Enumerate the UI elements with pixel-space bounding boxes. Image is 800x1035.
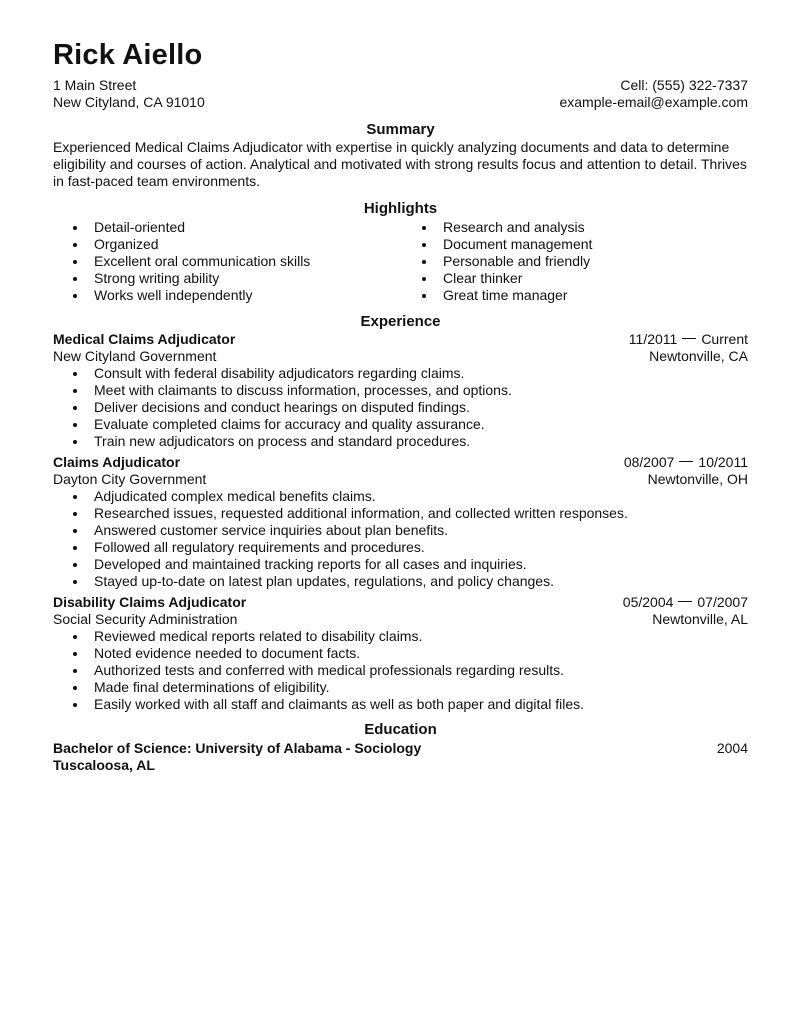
job-entry — [53, 454, 748, 590]
highlight-item: Works well independently — [53, 287, 310, 304]
highlight-item: Clear thinker — [402, 270, 592, 287]
job-title: Disability Claims Adjudicator — [53, 594, 247, 610]
highlight-item: Great time manager — [402, 287, 592, 304]
job-entry — [53, 594, 748, 713]
job-bullet: Meet with claimants to discuss information, processes, and options. — [53, 382, 748, 399]
job-title: Claims Adjudicator — [53, 454, 181, 470]
highlight-item: Detail-oriented — [53, 219, 310, 236]
job-dates — [624, 454, 748, 471]
degree: Bachelor of Science: University of Alabama - Sociology — [53, 740, 422, 756]
highlight-item: Strong writing ability — [53, 270, 310, 287]
job-end-date: Current — [701, 331, 748, 347]
job-bullet: Authorized tests and conferred with medical professionals regarding results. — [53, 662, 748, 679]
job-start-date: 11/2011 — [628, 331, 678, 347]
education-entry — [53, 740, 748, 774]
education-heading: Education — [364, 721, 437, 738]
highlight-item: Document management — [402, 236, 592, 253]
job-title: Medical Claims Adjudicator — [53, 331, 236, 347]
job-end-date: 10/2011 — [698, 454, 748, 470]
job-bullet: Consult with federal disability adjudicators regarding claims. — [53, 365, 748, 382]
email: example-email@example.com — [559, 94, 748, 110]
job-employer: New Cityland Government — [53, 348, 217, 364]
contact-block — [559, 77, 748, 111]
job-bullet: Answered customer service inquiries about plan benefits. — [53, 522, 748, 539]
address-line-2: New Cityland, CA 91010 — [53, 94, 205, 110]
summary-heading: Summary — [366, 121, 435, 138]
job-bullet: Reviewed medical reports related to disability claims. — [53, 628, 748, 645]
job-employer: Social Security Administration — [53, 611, 238, 627]
highlight-item: Research and analysis — [402, 219, 592, 236]
job-start-date: 05/2004 — [622, 594, 674, 610]
job-entry — [53, 331, 748, 450]
highlights-heading: Highlights — [363, 200, 438, 217]
job-bullets — [53, 488, 748, 590]
job-location: Newtonville, AL — [652, 611, 748, 627]
job-bullet: Researched issues, requested additional information, and collected written responses. — [53, 505, 748, 522]
job-bullets — [53, 365, 748, 450]
job-bullet: Deliver decisions and conduct hearings on disputed findings. — [53, 399, 748, 416]
experience-heading: Experience — [360, 313, 441, 330]
job-bullet: Made final determinations of eligibility. — [53, 679, 748, 696]
summary-text: Experienced Medical Claims Adjudicator with expertise in quickly analyzing documents and data to determine eligibility and courses of action. Analytical and motivated with strong results focus and attention to detail. Thrives in fast-paced team environments. — [53, 139, 747, 189]
highlight-item: Personable and friendly — [402, 253, 592, 270]
job-end-date: 07/2007 — [697, 594, 748, 610]
job-location: Newtonville, OH — [647, 471, 748, 487]
date-dash — [678, 601, 692, 602]
job-bullet: Noted evidence needed to document facts. — [53, 645, 748, 662]
job-location: Newtonville, CA — [649, 348, 748, 364]
address-block — [53, 77, 205, 111]
address-line-1: 1 Main Street — [53, 77, 137, 93]
school-location: Tuscaloosa, AL — [53, 757, 155, 773]
highlights-left-list — [53, 219, 310, 304]
phone: Cell: (555) 322-7337 — [620, 77, 748, 93]
job-bullet: Stayed up-to-date on latest plan updates, regulations, and policy changes. — [53, 573, 748, 590]
job-dates — [629, 331, 748, 348]
candidate-name: Rick Aiello — [53, 39, 203, 71]
job-bullet: Evaluate completed claims for accuracy and quality assurance. — [53, 416, 748, 433]
highlights-right-list — [402, 219, 592, 304]
date-dash — [682, 338, 696, 339]
job-bullets — [53, 628, 748, 713]
job-bullet: Adjudicated complex medical benefits claims. — [53, 488, 748, 505]
job-dates — [623, 594, 748, 611]
job-bullet: Developed and maintained tracking reports for all cases and inquiries. — [53, 556, 748, 573]
job-employer: Dayton City Government — [53, 471, 207, 487]
date-dash — [679, 461, 693, 462]
job-start-date: 08/2007 — [623, 454, 675, 470]
job-bullet: Easily worked with all staff and claimants as well as both paper and digital files. — [53, 696, 748, 713]
graduation-year: 2004 — [716, 740, 748, 756]
job-bullet: Followed all regulatory requirements and procedures. — [53, 539, 748, 556]
highlight-item: Excellent oral communication skills — [53, 253, 310, 270]
job-bullet: Train new adjudicators on process and standard procedures. — [53, 433, 748, 450]
highlight-item: Organized — [53, 236, 310, 253]
